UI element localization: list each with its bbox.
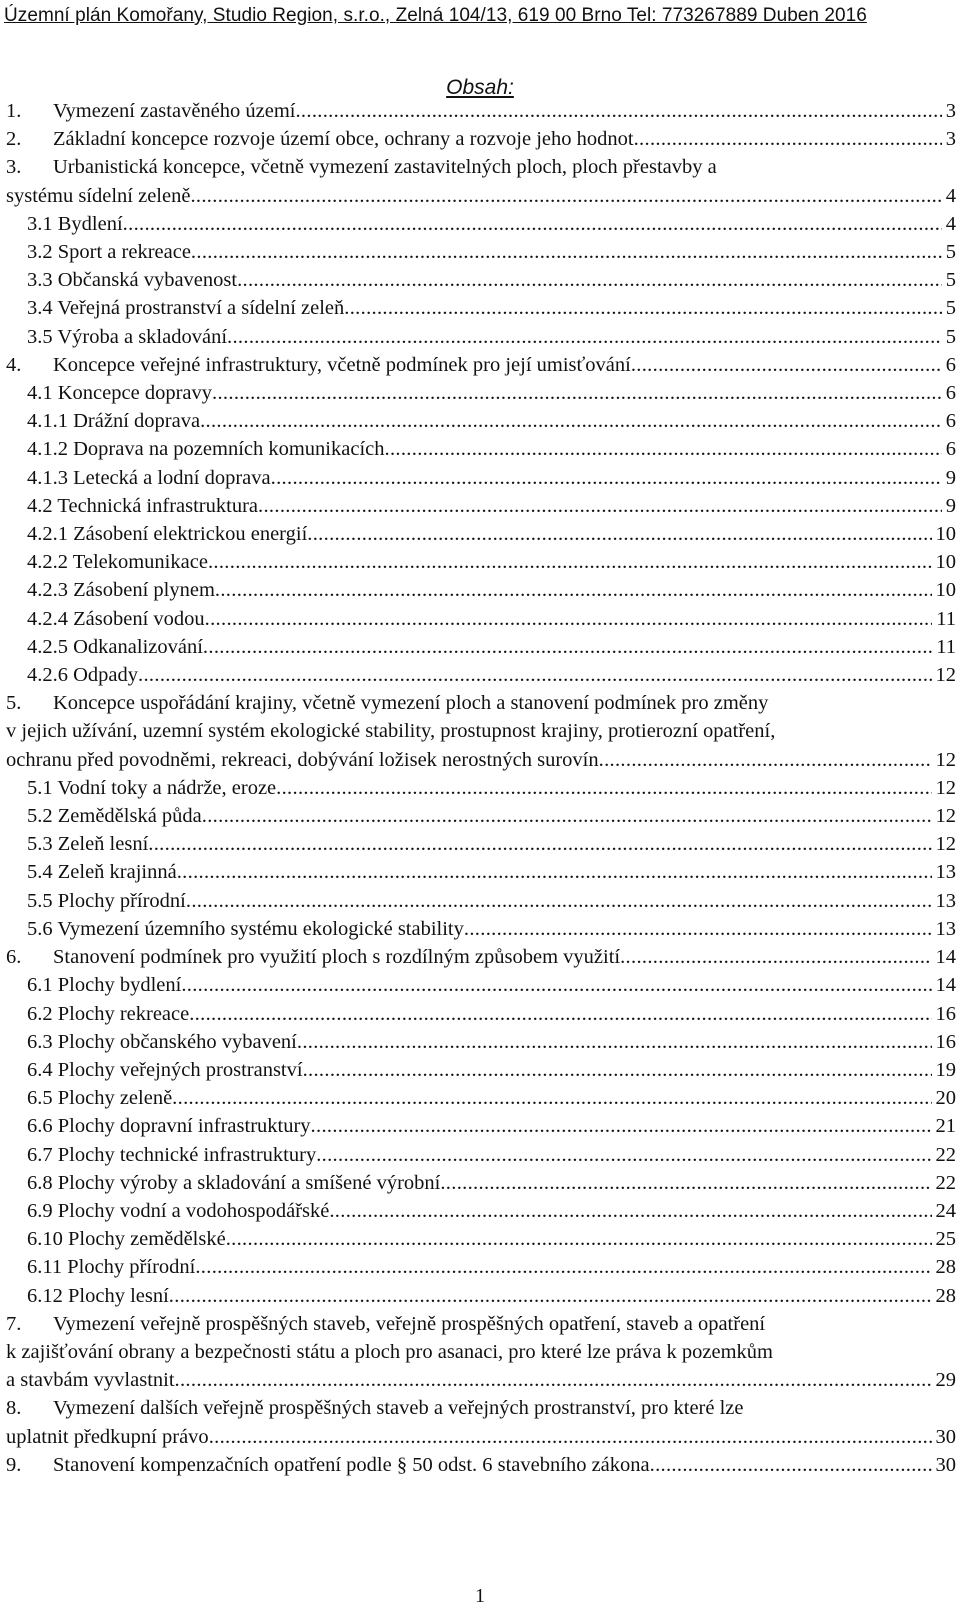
toc-entry[interactable] [6,97,956,125]
toc-entry-text: 3.1 Bydlení [27,212,123,235]
toc-page-number: 4 [945,184,956,207]
toc-entry[interactable] [6,1141,956,1169]
toc-entry-text: 6.7 Plochy technické infrastruktury [27,1143,317,1166]
toc-page-number: 10 [935,523,956,546]
toc-entry-text: 5.2 Zemědělská půda [27,805,202,828]
toc-entry[interactable] [6,774,956,802]
toc-page-number: 28 [935,1284,956,1307]
toc-entry-text: 6.8 Plochy výroby a skladování a smíšené výrobní [27,1171,441,1194]
toc-dot-leader [237,266,942,294]
toc-entry-text: 4.2 Technická infrastruktura [27,494,259,517]
toc-entry-number: 3. [6,156,22,179]
toc-entry-text: Základní koncepce rozvoje území obce, ochrany a rozvoje jeho hodnot [53,128,634,151]
toc-page-number: 3 [945,100,956,122]
table-of-contents [6,97,956,1479]
toc-entry[interactable] [6,830,956,858]
toc-dot-leader [599,746,932,774]
toc-page-number: 3 [945,128,956,151]
toc-page-number: 28 [935,1256,956,1279]
toc-entry-text: Vymezení zastavěného území [53,100,296,122]
toc-dot-leader [271,464,942,492]
toc-entry[interactable] [6,1282,956,1310]
toc-entry[interactable] [6,1169,956,1197]
toc-title: Obsah: [446,76,514,99]
toc-page-number: 5 [945,241,956,264]
toc-entry-number: 9. [6,1453,22,1476]
toc-page-number: 16 [935,1030,956,1053]
toc-entry-text: Urbanistická koncepce, včetně vymezení zastavitelných ploch, ploch přestavby a [53,156,717,179]
toc-page-number: 13 [935,889,956,912]
toc-entry-text: 5.4 Zeleň krajinná [27,861,177,884]
toc-dot-leader [226,1225,932,1253]
toc-entry[interactable] [6,492,956,520]
toc-entry-text: 6.4 Plochy veřejných prostranství [27,1058,303,1081]
toc-page-number: 11 [936,635,956,658]
toc-dot-leader [276,774,931,802]
toc-dot-leader [212,379,942,407]
toc-dot-leader [169,1282,932,1310]
toc-page-number: 30 [935,1425,956,1448]
toc-page-number: 10 [935,551,956,574]
toc-entry-text: 6.12 Plochy lesní [27,1284,169,1307]
toc-entry[interactable] [6,294,956,322]
toc-entry-text: 3.4 Veřejná prostranství a sídelní zeleň [27,297,345,320]
toc-page-number: 25 [935,1228,956,1251]
toc-entry-text: v jejich užívání, uzemní systém ekologické stability, prostupnost krajiny, protierozní opatření, [6,720,776,743]
toc-page-number: 14 [935,946,956,969]
toc-page-number: 20 [935,1087,956,1110]
toc-entry[interactable] [6,1028,956,1056]
toc-entry-number: 2. [6,128,22,151]
toc-entry[interactable] [6,1394,956,1450]
toc-entry-text: 3.3 Občanská vybavenost [27,269,238,292]
toc-entry-text: 3.5 Výroba a skladování [27,325,228,348]
toc-page-number: 30 [935,1453,956,1476]
toc-page-number: 12 [935,776,956,799]
toc-entry-text: 6.1 Plochy bydlení [27,974,182,997]
toc-entry[interactable] [6,943,956,971]
toc-entry-text: Koncepce uspořádání krajiny, včetně vymezení ploch a stanovení podmínek pro změny [53,692,769,715]
toc-entry[interactable] [6,379,956,407]
toc-page-number: 22 [935,1171,956,1194]
toc-entry[interactable] [6,153,956,209]
toc-entry-text: 4.2.6 Odpady [27,664,139,687]
toc-dot-leader [258,492,942,520]
toc-entry-number: 7. [6,1312,22,1335]
toc-entry-text: 5.3 Zeleň lesní [27,833,149,856]
toc-entry-text: 4.2.4 Zásobení vodou [27,607,205,630]
toc-entry[interactable] [6,971,956,999]
toc-dot-leader [172,1084,931,1112]
toc-page-number: 13 [935,861,956,884]
toc-page-number: 6 [945,410,956,433]
toc-entry-text: 3.2 Sport a rekreace [27,241,191,264]
toc-entry[interactable] [6,1000,956,1028]
toc-entry-text: 6.6 Plochy dopravní infrastruktury [27,1115,311,1138]
toc-dot-leader [311,1112,932,1140]
toc-entry[interactable] [6,802,956,830]
toc-entry[interactable] [6,548,956,576]
toc-entry[interactable] [6,576,956,604]
toc-dot-leader [202,802,932,830]
toc-entry[interactable] [6,605,956,633]
toc-entry[interactable] [6,125,956,153]
toc-entry[interactable] [6,351,956,379]
toc-entry-text: ochranu před povodněmi, rekreaci, dobývání ložisek nerostných surovín [6,748,599,771]
toc-entry[interactable] [6,1225,956,1253]
toc-entry-number: 5. [6,692,22,715]
toc-page-number: 24 [935,1199,956,1222]
toc-entry-text: Stanovení kompenzačních opatření podle § 50 odst. 6 stavebního zákona [53,1453,650,1476]
toc-entry-text: 4.2.5 Odkanalizování [27,635,203,658]
toc-entry[interactable] [6,210,956,238]
toc-entry-text: 6.5 Plochy zeleně [27,1087,173,1110]
toc-dot-leader [181,971,931,999]
toc-page-number: 12 [935,805,956,828]
toc-entry[interactable] [6,323,956,351]
toc-entry[interactable] [6,689,956,774]
toc-entry[interactable] [6,858,956,886]
toc-entry-text: 4.2.1 Zásobení elektrickou energií [27,523,308,546]
toc-entry-text: 4.2.2 Telekomunikace [27,551,208,574]
toc-dot-leader [138,661,931,689]
toc-dot-leader [307,520,931,548]
toc-page-number: 9 [945,466,956,489]
toc-entry-text: 6.3 Plochy občanského vybavení [27,1030,297,1053]
toc-entry[interactable] [6,915,956,943]
toc-page-number: 6 [945,353,956,376]
toc-dot-leader [190,182,941,210]
toc-dot-leader [631,351,942,379]
toc-dot-leader [123,210,942,238]
toc-dot-leader [297,1028,932,1056]
page-header: Územní plán Komořany, Studio Region, s.r.o., Zelná 104/13, 619 00 Brno Tel: 773267889 Duben 2016 [4,5,867,26]
toc-entry-text: systému sídelní zeleně [6,184,191,207]
toc-entry-text: 6.2 Plochy rekreace [27,1002,190,1025]
toc-dot-leader [200,407,942,435]
toc-entry[interactable] [6,1112,956,1140]
toc-entry-text: 6.9 Plochy vodní a vodohospodářské [27,1199,330,1222]
toc-entry-text: 4.1.1 Drážní doprava [27,410,201,433]
toc-entry[interactable] [6,464,956,492]
toc-dot-leader [205,605,933,633]
toc-page-number: 9 [945,494,956,517]
toc-dot-leader [208,548,932,576]
toc-entry[interactable] [6,1310,956,1395]
toc-entry-text: 5.6 Vymezení územního systému ekologické stability [27,917,464,940]
toc-entry-text: 5.1 Vodní toky a nádrže, eroze [27,776,277,799]
toc-page-number: 16 [935,1002,956,1025]
toc-page-number: 22 [935,1143,956,1166]
toc-page-number: 21 [935,1115,956,1138]
toc-page-number: 12 [935,748,956,771]
toc-page-number: 12 [935,833,956,856]
toc-dot-leader [215,576,932,604]
toc-page-number: 6 [945,438,956,461]
toc-entry-text: 4.2.3 Zásobení plynem [27,579,215,602]
toc-page-number: 5 [945,297,956,320]
toc-page-number: 14 [935,974,956,997]
toc-entry[interactable] [6,633,956,661]
toc-entry[interactable] [6,661,956,689]
toc-dot-leader [191,238,942,266]
page-number: 1 [475,1585,485,1607]
toc-entry[interactable] [6,1451,956,1479]
toc-page-number: 4 [945,212,956,235]
toc-page-number: 10 [935,579,956,602]
toc-dot-leader [329,1197,931,1225]
toc-dot-leader [189,1000,931,1028]
toc-dot-leader [295,97,941,125]
toc-dot-leader [385,435,942,463]
toc-page-number: 5 [945,325,956,348]
toc-dot-leader [177,858,932,886]
toc-page-number: 29 [935,1369,956,1392]
toc-entry-text: a stavbám vyvlastnit [6,1369,175,1392]
toc-page-number: 6 [945,382,956,405]
toc-entry[interactable] [6,520,956,548]
toc-dot-leader [440,1169,931,1197]
toc-entry-number: 4. [6,353,22,376]
toc-entry-text: Vymezení veřejně prospěšných staveb, veřejně prospěšných opatření, staveb a opatření [53,1312,766,1335]
toc-entry-text: Koncepce veřejné infrastruktury, včetně podmínek pro její umisťování [53,353,631,376]
toc-dot-leader [316,1141,931,1169]
toc-entry[interactable] [6,266,956,294]
toc-entry-text: 4.1.2 Doprava na pozemních komunikacích [27,438,385,461]
toc-entry-text: 6.11 Plochy přírodní [27,1256,196,1279]
toc-entry[interactable] [6,1253,956,1281]
toc-dot-leader [203,633,932,661]
toc-dot-leader [186,887,932,915]
toc-dot-leader [227,323,942,351]
toc-dot-leader [650,1451,932,1479]
toc-entry-number: 6. [6,946,22,969]
toc-dot-leader [209,1423,932,1451]
toc-dot-leader [464,915,932,943]
toc-entry[interactable] [6,435,956,463]
toc-page-number: 5 [945,269,956,292]
toc-entry[interactable] [6,887,956,915]
toc-entry-text: 4.1 Koncepce dopravy [27,382,213,405]
toc-entry-number: 1. [6,100,22,122]
toc-entry-text: 6.10 Plochy zemědělské [27,1228,226,1251]
toc-dot-leader [148,830,931,858]
toc-dot-leader [195,1253,931,1281]
toc-entry[interactable] [6,407,956,435]
toc-dot-leader [634,125,942,153]
toc-page-number: 13 [935,917,956,940]
toc-entry-number: 8. [6,1397,22,1420]
toc-page-number: 19 [935,1058,956,1081]
toc-dot-leader [175,1366,932,1394]
toc-entry-text: Vymezení dalších veřejně prospěšných staveb a veřejných prostranství, pro které lze [53,1397,744,1420]
toc-entry-text: k zajišťování obrany a bezpečnosti státu a ploch pro asanaci, pro které lze práva k pozemkům [6,1340,773,1363]
toc-entry-text: 5.5 Plochy přírodní [27,889,186,912]
toc-entry-text: Stanovení podmínek pro využití ploch s rozdílným způsobem využití [53,946,621,969]
toc-entry-text: 4.1.3 Letecká a lodní doprava [27,466,271,489]
toc-entry[interactable] [6,1084,956,1112]
toc-dot-leader [620,943,931,971]
toc-entry-text: uplatnit předkupní právo [6,1425,209,1448]
toc-page-number: 11 [936,607,956,630]
toc-page-number: 12 [935,664,956,687]
toc-dot-leader [303,1056,932,1084]
toc-dot-leader [344,294,941,322]
toc-entry[interactable] [6,1056,956,1084]
toc-entry[interactable] [6,1197,956,1225]
toc-entry[interactable] [6,238,956,266]
